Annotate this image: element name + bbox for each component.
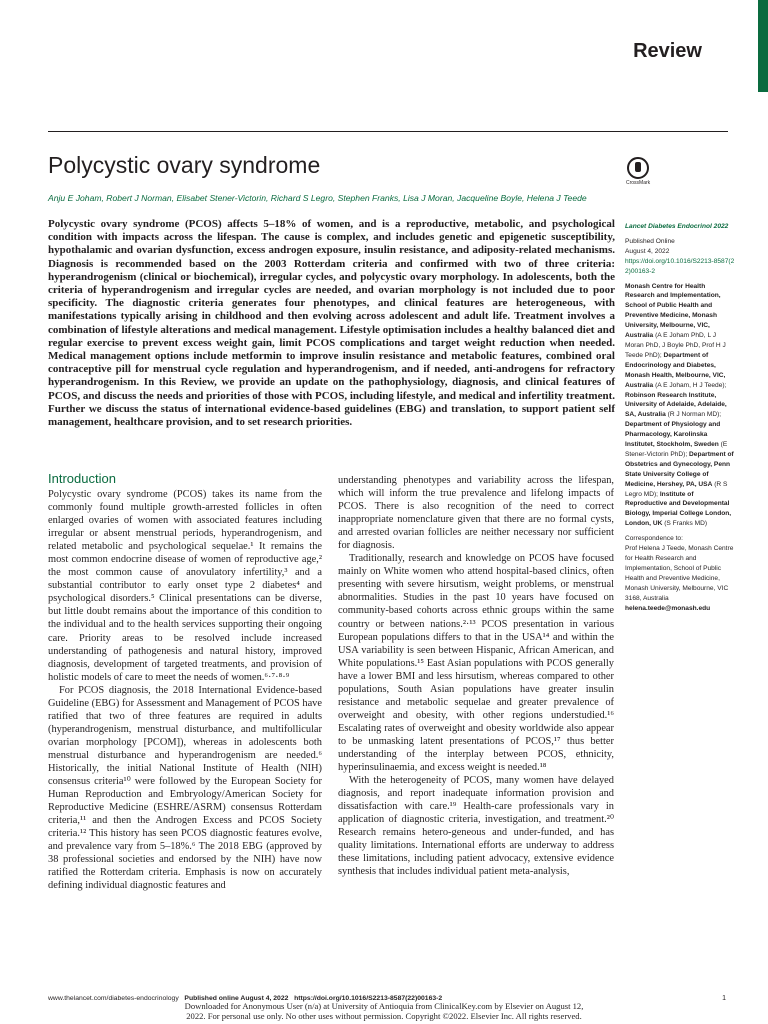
- affiliation-5-authors: (R S Legro MD);: [625, 480, 728, 498]
- affiliation-2-authors: (A E Joham, H J Teede);: [655, 381, 727, 389]
- page-number: 1: [722, 995, 726, 1002]
- download-notice: [0, 1001, 768, 1021]
- paragraph: With the heterogeneity of PCOS, many women have delayed diagnosis, and report inadequate information provision and dissatisfaction with care.¹⁹ Health-care professionals vary in application of diagnostic criteria, investigation, and treatment.²⁰ Research remains hetero-geneous and under-funded, and has quality limitations. International efforts are underway to address these limitations, including patient advocacy, extensive evidence synthesis that includes individual patient meta-analysis,: [338, 775, 614, 878]
- section-label: Review: [633, 40, 702, 62]
- correspondence-address: Prof Helena J Teede, Monash Centre for Health Research and Implementation, School of Public Health and Preventive Medicine, Monash University, Melbourne, VIC 3168, Australia: [625, 545, 734, 602]
- crossmark-label: CrossMark: [626, 180, 651, 186]
- doi-link[interactable]: https://doi.org/10.1016/S2213-8587(22)00163-2: [625, 257, 735, 275]
- journal-citation: Lancet Diabetes Endocrinol 2022: [625, 223, 729, 230]
- affiliations: [625, 282, 735, 530]
- paragraph: Traditionally, research and knowledge on PCOS have focused mainly on White women who attend hospital-based clinics, often presenting with severe hirsutism, weight problems, or menstrual abnormalities. Studies in the past 10 years have focused on community-based cohorts across ethnic groups within the same country or between nations.²·¹³ PCOS presentation in various European populations differs to that in the USA¹⁴ and within the USA variability is seen between Hispanic, African American, and White populations.¹⁵ East Asian populations with PCOS generally have a lower BMI and less hirsutism, whereas compared to other populations, South Asian populations have greater insulin resistance and metabolic sequelae and greater prevalence of overweight and obesity, with other regions understudied.¹⁶ Escalating rates of overweight and obesity worldwide also appear to be unmasking latent presentations of PCOS,¹⁷ thus better understanding of the interplay between PCOS, ethnicity, hyperinsulinaemia, and excess weight is needed.¹⁸: [338, 553, 614, 774]
- affiliation-2: Department of Endocrinology and Diabetes, Monash Health, Melbourne, VIC, Australia: [625, 351, 726, 389]
- abstract: Polycystic ovary syndrome (PCOS) affects 5–18% of women, and is a reproductive, metabolic, and psychological condition with impacts across the lifespan. The cause is complex, and includes genetic and epigenetic susceptibility, hypothalamic and ovarian dysfunction, excess androgen exposure, insulin resistance, and adiposity-related mechanisms. Diagnosis is recommended based on the 2003 Rotterdam criteria and confirmed with two of three criteria: hyperandrogenism (clinical or biochemical), irregular cycles, and polycystic ovary morphology. In adolescents, both the criteria of hyperandrogenism and irregular cycles are needed, and ovarian morphology is not included due to poor specificity. The diagnostic criteria generates four phenotypes, and clinical features are heterogeneous, with manifestations typically arising in childhood and then evolving across adolescent and adult life. Treatment involves a combination of lifestyle alterations and medical management. Lifestyle optimisation includes a healthy balanced diet and regular exercise to prevent excess weight gain, limit PCOS complications and target weight reduction when needed. Medical management options include metformin to improve insulin resistance and metabolic features, combined oral contraceptive pill for menstrual cycle regulation and hyperandrogenism, and if needed, anti-androgens for refractory hyperandrogenism. In this Review, we provide an update on the pathophysiology, diagnosis, and clinical features of PCOS, and discuss the needs and priorities of those with PCOS, including lifestyle, and medical and infertility treatment. Further we discuss the status of international evidence-based guidelines (EBG) and translation, to support patient self management, healthcare provision, and to set research priorities.: [48, 218, 615, 429]
- affiliation-5: Department of Obstetrics and Gynecology, Penn State University College of Medicine, Hershey, PA, USA: [625, 450, 734, 488]
- correspondence-email[interactable]: helena.teede@monash.edu: [625, 604, 711, 612]
- footer-doi[interactable]: https://doi.org/10.1016/S2213-8587(22)00163-2: [294, 995, 443, 1002]
- published-label: Published Online: [625, 237, 675, 245]
- paragraph: For PCOS diagnosis, the 2018 International Evidence-based Guideline (EBG) for Assessment and Management of PCOS have ratified that two of three features are required in adults (hyperandrogenism, menstrual disturbance, and multifollicular ovarian morphology [PCOM]), whereas in adolescents both menstrual disturbance and hyperandrogenism are needed.⁶ Historically, the initial National Institute of Health (NIH) consensus criteria¹⁰ were followed by the European Society for Human Reproduction and Embryology/American Society for Reproductive Medicine (ESHRE/ASRM) consensus Rotterdam criteria,¹¹ and then the Androgen Excess and PCOS Society criteria.¹² This history has seen PCOS diagnostic features evolve, and prevalence vary from 5–18%.⁶ The 2018 EBG (approved by 38 professional societies and endorsed by the NIH) have now ratified the Rotterdam criteria. Emphasis is now on accurately defining individual diagnostic features and: [48, 684, 322, 892]
- section-heading-introduction: Introduction: [48, 471, 116, 486]
- journal-url[interactable]: www.thelancet.com/diabetes-endocrinology: [48, 995, 179, 1002]
- article-title: Polycystic ovary syndrome: [48, 152, 321, 178]
- crossmark-icon: [627, 157, 649, 179]
- correspondence-label: Correspondence to:: [625, 535, 683, 543]
- section-color-bar: [758, 0, 768, 92]
- paragraph: understanding phenotypes and variability across the lifespan, which will inform the true prevalence and lifelong impacts of PCOS. There is also recognition of the need to correct inappropriate nomenclature given that there are no formal cysts, and arrested ovarian follicles are neither necessary nor sufficient for diagnosis.: [338, 475, 614, 552]
- body-column-right: [338, 474, 614, 878]
- body-column-left: [48, 488, 322, 892]
- affiliation-3-authors: (R J Norman MD);: [667, 411, 722, 419]
- article-sidebar: [625, 222, 735, 618]
- download-line-1: Downloaded for Anonymous User (n/a) at University of Antioquia from ClinicalKey.com by Elsevier on August 12,: [184, 1001, 584, 1011]
- affiliation-3: Robinson Research Institute, University of Adelaide, Adelaide, SA, Australia: [625, 391, 727, 419]
- affiliation-4: Department of Physiology and Pharmacology, Karolinska Institutet, Stockholm, Sweden: [625, 421, 721, 449]
- footer-published: Published online August 4, 2022: [184, 995, 289, 1002]
- paragraph: Polycystic ovary syndrome (PCOS) takes its name from the commonly found multiple growth-arrested follicles in often enlarged ovaries of women with associated features including irregular or absent menstrual periods, hyperandrogenism, and related metabolic and psychological sequelae.¹ It remains the most common endocrine disease of women of reproductive age,² the most common cause of anovulatory infertility,³ and a substantial contributor to early onset type 2 diabetes⁴ and psychological disorders.⁵ Clinical presentations can be diverse, but little doubt remains about the importance of this condition to the individual and to the health services supporting their ongoing care. Priority areas to be resolved include increased understanding of pathogenesis and natural history, improved diagnosis, development of targeted treatments, and provision of holistic models of care to meet the needs of women.⁶·⁷·⁸·⁹: [48, 489, 322, 683]
- affiliation-1: Monash Centre for Health Research and Implementation, School of Public Health and Preventive Medicine, Monash University, Melbourne, VIC, Australia: [625, 282, 721, 340]
- affiliation-6-authors: (S Franks MD): [664, 520, 708, 528]
- affiliation-4-authors: (E Stener-Victorin PhD);: [625, 441, 728, 458]
- published-date: August 4, 2022: [625, 247, 670, 255]
- author-list: Anju E Joham, Robert J Norman, Elisabet Stener-Victorin, Richard S Legro, Stephen Franks, Lisa J Moran, Jacqueline Boyle, Helena J Teede: [48, 193, 587, 203]
- download-line-2: 2022. For personal use only. No other uses without permission. Copyright ©2022. Elsevier Inc. All rights reserved.: [186, 1011, 582, 1021]
- affiliation-6: Institute of Reproductive and Developmental Biology, Imperial College London, London, UK: [625, 490, 732, 528]
- affiliation-1-authors: (A E Joham PhD, L J Moran PhD, J Boyle PhD, Prof H J Teede PhD);: [625, 332, 726, 359]
- header-rule: [48, 131, 728, 132]
- crossmark-button[interactable]: [626, 157, 650, 186]
